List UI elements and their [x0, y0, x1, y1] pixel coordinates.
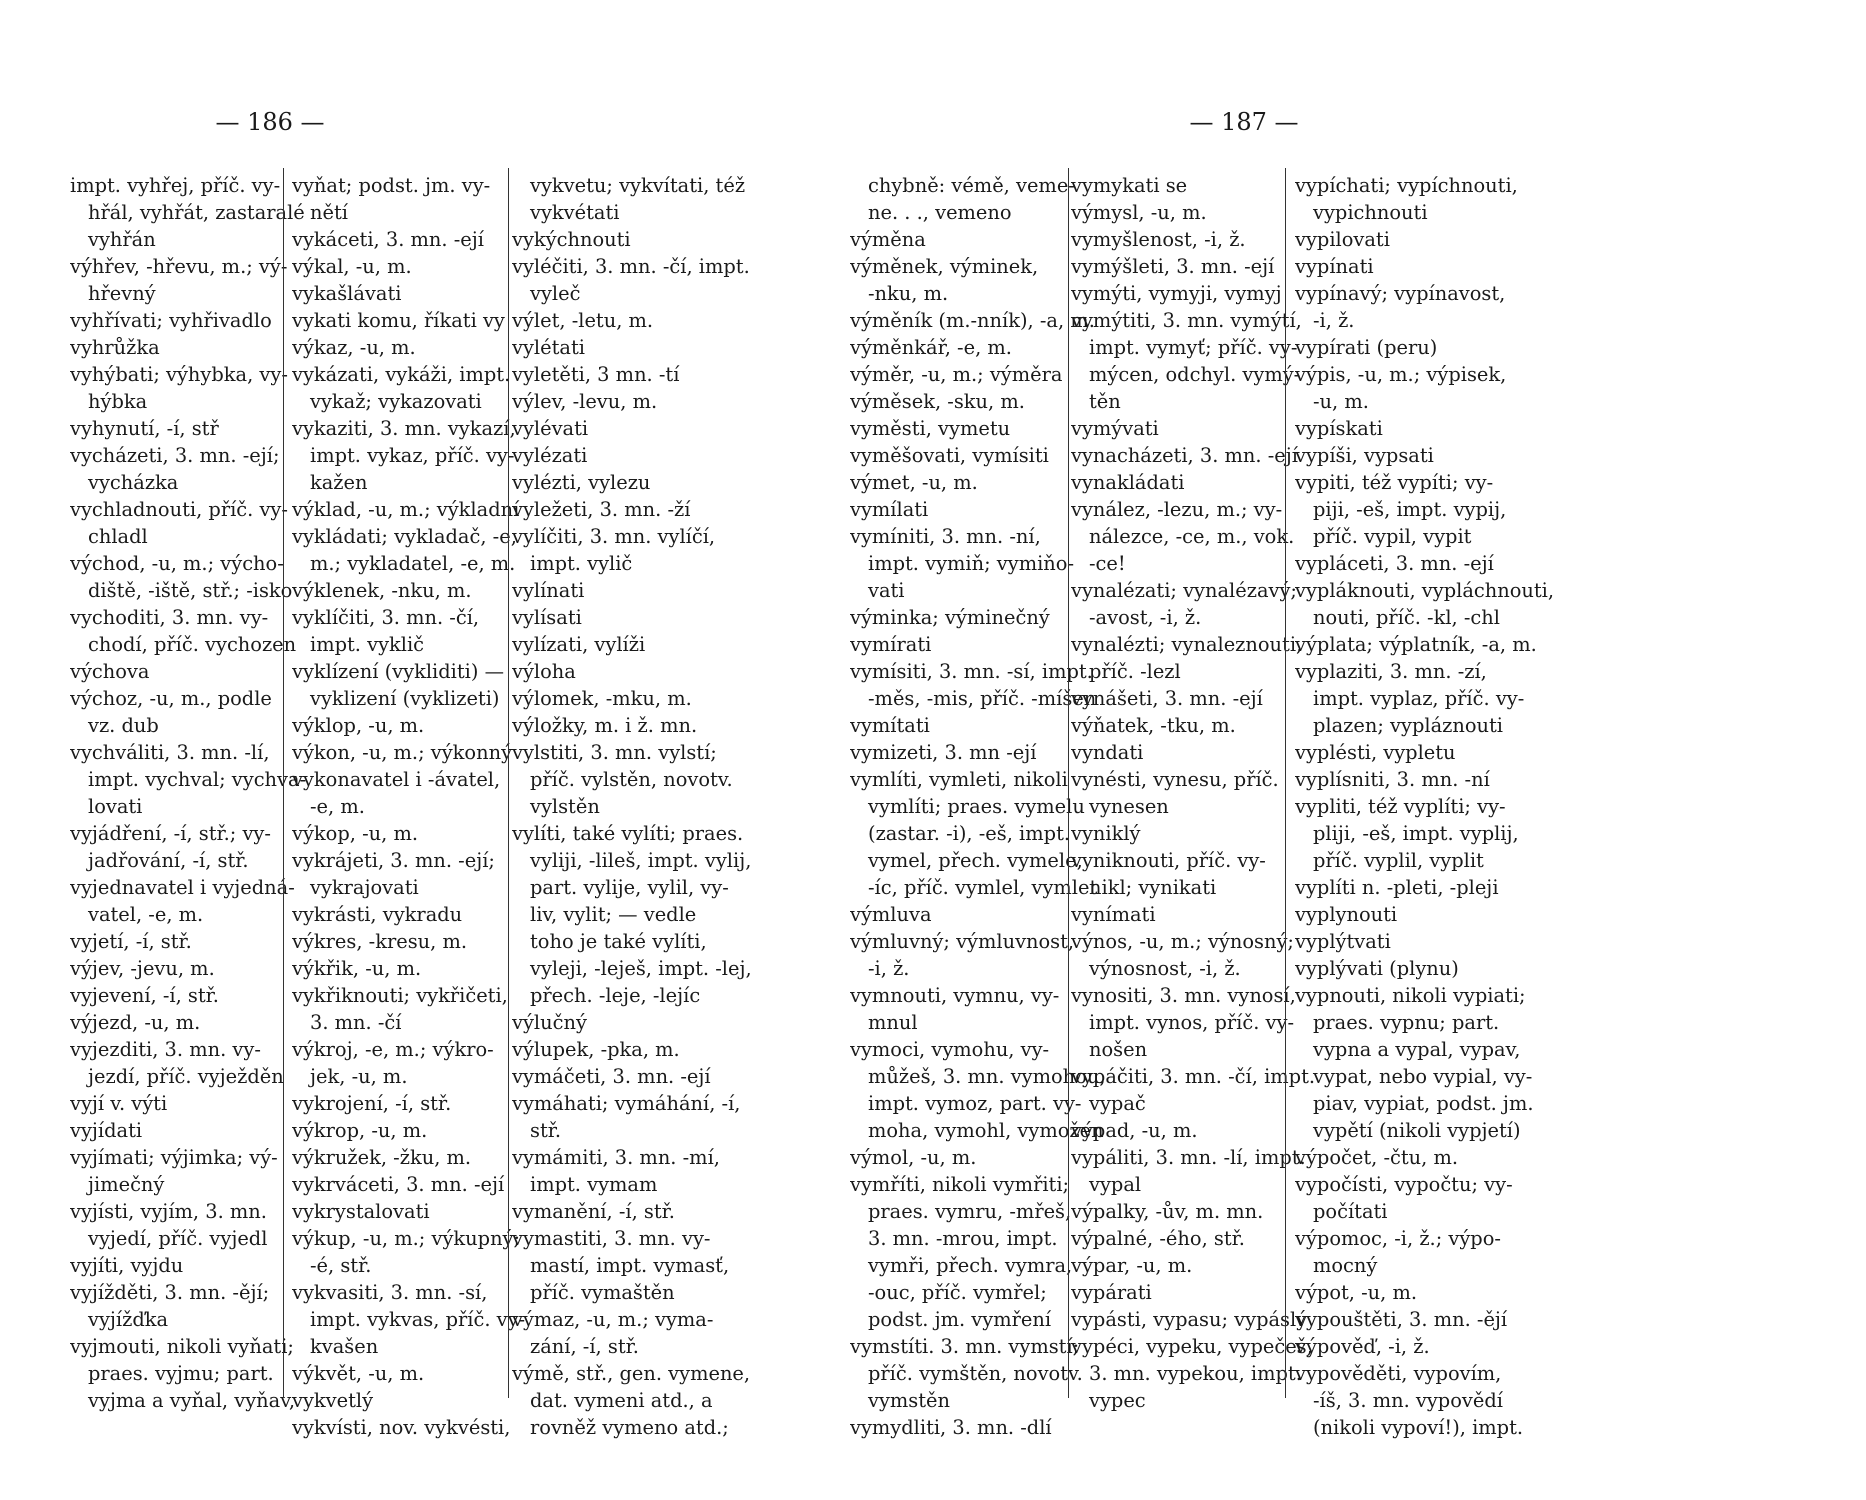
- entry-line: -íš, 3. mn. vypovědí: [1313, 1389, 1503, 1412]
- entry-line: -u, m.: [1313, 390, 1369, 413]
- entry-line: vz. dub: [88, 714, 159, 737]
- entry-line: vylízati, vylíži: [512, 633, 646, 656]
- entry-line: mnul: [868, 1011, 918, 1034]
- entry-line: výpalné, -ého, stř.: [1071, 1227, 1245, 1250]
- entry-line: výmluvný; výmluvnost,: [850, 930, 1075, 953]
- entry-line: vypíši, vypsati: [1295, 444, 1434, 467]
- entry-line: vypač: [1089, 1092, 1146, 1115]
- entry-line: výhřev, -hřevu, m.; vý-: [70, 255, 288, 278]
- entry-line: výminka; výminečný: [850, 606, 1050, 629]
- entry-line: vymírati: [850, 633, 932, 656]
- entry-line: příč. vyplil, vyplit: [1313, 849, 1484, 872]
- entry-line: vylíti, také vylíti; praes.: [512, 822, 744, 845]
- entry-line: vyjedí, příč. vyjedl: [88, 1227, 268, 1250]
- entry-line: příč. vymštěn, novotv.: [868, 1362, 1083, 1385]
- entry-line: vypárati: [1071, 1281, 1152, 1304]
- entry-line: vymydliti, 3. mn. -dlí: [850, 1416, 1052, 1439]
- page-187: [850, 0, 1866, 1500]
- entry-line: -nku, m.: [868, 282, 949, 305]
- entry-line: vycházka: [88, 471, 179, 494]
- entry-line: praes. vypnu; part.: [1313, 1011, 1500, 1034]
- entry-line: vyhynutí, -í, stř: [70, 417, 219, 440]
- entry-line: vymáčeti, 3. mn. -ejí: [512, 1065, 711, 1088]
- entry-line: vyjetí, -í, stř.: [70, 930, 192, 953]
- entry-line: lovati: [88, 795, 143, 818]
- entry-line: vyklizení (vyklizeti): [310, 687, 500, 710]
- entry-line: impt. vymoz, part. vy-: [868, 1092, 1082, 1115]
- entry-line: vychváliti, 3. mn. -lí,: [70, 741, 270, 764]
- entry-line: jimečný: [88, 1173, 165, 1196]
- entry-line: počítati: [1313, 1200, 1388, 1223]
- entry-line: výmet, -u, m.: [850, 471, 978, 494]
- entry-line: vykvétati: [530, 201, 620, 224]
- column-3: [1295, 172, 1554, 1441]
- entry-line: vynalézati; vynalézavý;: [1071, 579, 1297, 602]
- entry-line: impt. vynos, příč. vy-: [1089, 1011, 1295, 1034]
- entry-line: výkres, -kresu, m.: [292, 930, 468, 953]
- entry-line: výjezd, -u, m.: [70, 1011, 201, 1034]
- entry-line: m.; vykladatel, -e, m.: [310, 552, 516, 575]
- entry-line: vypat, nebo vypial, vy-: [1313, 1065, 1533, 1088]
- entry-line: vypískati: [1295, 417, 1383, 440]
- entry-line: vyleč: [530, 282, 581, 305]
- entry-line: vymámiti, 3. mn. -mí,: [512, 1146, 720, 1169]
- entry-line: vyjížďka: [88, 1308, 169, 1331]
- entry-line: vykrásti, vykradu: [292, 903, 463, 926]
- entry-line: mocný: [1313, 1254, 1378, 1277]
- entry-line: vyjíti, vyjdu: [70, 1254, 184, 1277]
- entry-line: vymanění, -í, stř.: [512, 1200, 675, 1223]
- entry-line: 3. mn. -čí: [310, 1011, 402, 1034]
- entry-line: impt. vyplaz, příč. vy-: [1313, 687, 1525, 710]
- entry-line: vymlíti; praes. vymelu: [868, 795, 1085, 818]
- entry-line: vyjednavatel i vyjedná-: [70, 876, 295, 899]
- entry-line: vylétati: [512, 336, 585, 359]
- entry-line: vyhrůžka: [70, 336, 160, 359]
- entry-line: příč. -lezl: [1089, 660, 1181, 683]
- entry-line: vynacházeti, 3. mn. -ejí: [1071, 444, 1298, 467]
- entry-line: vyplýtvati: [1295, 930, 1391, 953]
- entry-line: výkrop, -u, m.: [292, 1119, 428, 1142]
- entry-line: vyjídati: [70, 1119, 143, 1142]
- entry-line: výkřik, -u, m.: [292, 957, 422, 980]
- entry-line: vati: [868, 579, 905, 602]
- entry-line: vyjezditi, 3. mn. vy-: [70, 1038, 261, 1061]
- entry-line: vyleji, -leješ, impt. -lej,: [530, 957, 752, 980]
- entry-line: výklad, -u, m.; výkladní: [292, 498, 520, 521]
- entry-line: výložky, m. i ž. mn.: [512, 714, 698, 737]
- entry-line: výnos, -u, m.; výnosný;: [1071, 930, 1294, 953]
- entry-line: vykonavatel i -ávatel,: [292, 768, 501, 791]
- entry-line: vyměšovati, vymísiti: [850, 444, 1049, 467]
- entry-line: vyniknouti, příč. vy-: [1071, 849, 1266, 872]
- entry-line: -é, stř.: [310, 1254, 372, 1277]
- entry-line: vymříti, nikoli vymřiti;: [850, 1173, 1070, 1196]
- entry-line: impt. vyhřej, příč. vy-: [70, 174, 281, 197]
- entry-line: impt. vymam: [530, 1173, 658, 1196]
- entry-line: výkon, -u, m.; výkonný: [292, 741, 513, 764]
- entry-line: 3. mn. vypekou, impt.: [1089, 1362, 1302, 1385]
- entry-line: vypínavý; vypínavost,: [1295, 282, 1506, 305]
- entry-line: vyliji, -lileš, impt. vylij,: [530, 849, 752, 872]
- entry-line: pliji, -eš, impt. vyplij,: [1313, 822, 1519, 845]
- entry-line: vylézti, vylezu: [512, 471, 651, 494]
- entry-line: vymlíti, vymleti, nikoli: [850, 768, 1068, 791]
- entry-line: hřál, vyhřát, zastaralé: [88, 201, 305, 224]
- column-divider: [1068, 168, 1069, 1398]
- entry-line: vypichnouti: [1313, 201, 1428, 224]
- entry-line: vyplésti, vypletu: [1295, 741, 1456, 764]
- entry-line: vykrystalovati: [292, 1200, 430, 1223]
- entry-line: vynášeti, 3. mn. -ejí: [1071, 687, 1263, 710]
- entry-line: výmě, stř., gen. vymene,: [512, 1362, 751, 1385]
- entry-line: vatel, -e, m.: [88, 903, 204, 926]
- entry-line: vyndati: [1071, 741, 1144, 764]
- entry-line: vynalézti; vynaleznouti,: [1071, 633, 1303, 656]
- entry-line: impt. vyklič: [310, 633, 425, 656]
- entry-line: výmysl, -u, m.: [1071, 201, 1207, 224]
- entry-line: výlupek, -pka, m.: [512, 1038, 680, 1061]
- entry-line: výklenek, -nku, m.: [292, 579, 472, 602]
- entry-line: výměr, -u, m.; výměra: [850, 363, 1063, 386]
- entry-line: vyležeti, 3. mn. -ží: [512, 498, 691, 521]
- entry-line: vykrajovati: [310, 876, 419, 899]
- entry-line: můžeš, 3. mn. vymohou,: [868, 1065, 1106, 1088]
- entry-line: vyjímati; výjimka; vý-: [70, 1146, 278, 1169]
- entry-line: vylínati: [512, 579, 585, 602]
- entry-line: vyňat; podst. jm. vy-: [292, 174, 491, 197]
- entry-line: jadřování, -í, stř.: [88, 849, 249, 872]
- entry-line: vyhřán: [88, 228, 156, 251]
- entry-line: vycházeti, 3. mn. -ejí;: [70, 444, 280, 467]
- entry-line: vypásti, vypasu; vypáslý: [1071, 1308, 1308, 1331]
- entry-line: vykvísti, nov. vykvésti,: [292, 1416, 511, 1439]
- entry-line: vykvetlý: [292, 1389, 374, 1412]
- column-divider: [283, 168, 284, 1398]
- entry-line: vylíčiti, 3. mn. vylíčí,: [512, 525, 716, 548]
- entry-line: výnosnost, -i, ž.: [1089, 957, 1241, 980]
- entry-line: vymastiti, 3. mn. vy-: [512, 1227, 711, 1250]
- entry-line: kažen: [310, 471, 368, 494]
- entry-line: toho je také vylíti,: [530, 930, 707, 953]
- entry-line: výměnek, výminek,: [850, 255, 1039, 278]
- entry-line: (zastar. -i), -eš, impt.: [868, 822, 1071, 845]
- column-divider: [1285, 168, 1286, 1398]
- entry-line: výmol, -u, m.: [850, 1146, 977, 1169]
- entry-line: vyplísniti, 3. mn. -ní: [1295, 768, 1490, 791]
- entry-line: -ce!: [1089, 552, 1126, 575]
- entry-line: impt. vykvas, příč. vy-: [310, 1308, 526, 1331]
- entry-line: výpar, -u, m.: [1071, 1254, 1193, 1277]
- entry-line: praes. vyjmu; part.: [88, 1362, 274, 1385]
- entry-line: výňatek, -tku, m.: [1071, 714, 1236, 737]
- entry-line: vyplynouti: [1295, 903, 1398, 926]
- entry-line: (nikoli vypoví!), impt.: [1313, 1416, 1524, 1439]
- entry-line: vyjmouti, nikoli vyňati;: [70, 1335, 294, 1358]
- entry-line: vypilovati: [1295, 228, 1390, 251]
- entry-line: vylstěn: [530, 795, 600, 818]
- entry-line: vyměsti, vymetu: [850, 417, 1011, 440]
- entry-line: vyhýbati; výhybka, vy-: [70, 363, 288, 386]
- entry-line: vymývati: [1071, 417, 1159, 440]
- entry-line: vyjí v. výti: [70, 1092, 168, 1115]
- entry-line: piav, vypiat, podst. jm.: [1313, 1092, 1534, 1115]
- column-1: [70, 172, 306, 1414]
- entry-line: vymáhati; vymáhání, -í,: [512, 1092, 741, 1115]
- entry-line: impt. vymyť; příč. vy-: [1089, 336, 1298, 359]
- entry-line: vykaž; vykazovati: [310, 390, 482, 413]
- column-2: [1071, 172, 1315, 1414]
- entry-line: vynakládati: [1071, 471, 1185, 494]
- entry-line: vypírati (peru): [1295, 336, 1438, 359]
- entry-line: výpad, -u, m.: [1071, 1119, 1198, 1142]
- entry-line: vypnouti, nikoli vypiati;: [1295, 984, 1526, 1007]
- entry-line: rovněž vymeno atd.;: [530, 1416, 729, 1439]
- entry-line: vyjádření, -í, stř.; vy-: [70, 822, 271, 845]
- entry-line: vychladnouti, příč. vy-: [70, 498, 288, 521]
- entry-line: vylísati: [512, 606, 582, 629]
- entry-line: vypec: [1089, 1389, 1146, 1412]
- entry-line: přech. -leje, -lejíc: [530, 984, 701, 1007]
- entry-line: piji, -eš, impt. vypij,: [1313, 498, 1507, 521]
- entry-line: hýbka: [88, 390, 148, 413]
- entry-line: vypouštěti, 3. mn. -ějí: [1295, 1308, 1508, 1331]
- entry-line: vyléčiti, 3. mn. -čí, impt.: [512, 255, 750, 278]
- entry-line: vypáčiti, 3. mn. -čí, impt.: [1071, 1065, 1316, 1088]
- entry-line: výmluva: [850, 903, 932, 926]
- entry-line: vypláceti, 3. mn. -ejí: [1295, 552, 1494, 575]
- entry-line: vyklízení (vykliditi) —: [292, 660, 504, 683]
- entry-line: výkružek, -žku, m.: [292, 1146, 472, 1169]
- entry-line: vylévati: [512, 417, 589, 440]
- entry-line: vykázati, vykáži, impt.: [292, 363, 511, 386]
- entry-line: vykati komu, říkati vy: [292, 309, 505, 332]
- entry-line: vypal: [1089, 1173, 1142, 1196]
- entry-line: vymýtiti, 3. mn. vymýtí,: [1071, 309, 1302, 332]
- entry-line: vylstiti, 3. mn. vylstí;: [512, 741, 717, 764]
- entry-line: vyjížděti, 3. mn. -ějí;: [70, 1281, 270, 1304]
- entry-line: dat. vymeni atd., a: [530, 1389, 713, 1412]
- entry-line: diště, -iště, stř.; -isko: [88, 579, 293, 602]
- entry-line: -e, m.: [310, 795, 365, 818]
- entry-line: vypáliti, 3. mn. -lí, impt.: [1071, 1146, 1306, 1169]
- entry-line: vymísiti, 3. mn. -sí, impt.: [850, 660, 1093, 683]
- entry-line: -i, ž.: [868, 957, 910, 980]
- entry-line: výmaz, -u, m.; vyma-: [512, 1308, 714, 1331]
- entry-line: nouti, příč. -kl, -chl: [1313, 606, 1500, 629]
- entry-line: mastí, impt. vymasť,: [530, 1254, 730, 1277]
- entry-line: vymstěn: [868, 1389, 951, 1412]
- entry-line: výpomoc, -i, ž.; výpo-: [1295, 1227, 1501, 1250]
- entry-line: impt. vychval; vychva-: [88, 768, 307, 791]
- entry-line: jezdí, příč. vyježděn: [88, 1065, 284, 1088]
- entry-line: vykýchnouti: [512, 228, 631, 251]
- column-2: [292, 172, 525, 1441]
- entry-line: podst. jm. vymření: [868, 1308, 1052, 1331]
- entry-line: vymílati: [850, 498, 929, 521]
- entry-line: vypětí (nikoli vypjetí): [1313, 1119, 1521, 1142]
- entry-line: příč. vylstěn, novotv.: [530, 768, 733, 791]
- entry-line: vyjevení, -í, stř.: [70, 984, 219, 1007]
- entry-line: vykrájeti, 3. mn. -ejí;: [292, 849, 495, 872]
- entry-line: -ouc, příč. vymřel;: [868, 1281, 1047, 1304]
- entry-line: vymíniti, 3. mn. -ní,: [850, 525, 1041, 548]
- entry-line: kvašen: [310, 1335, 379, 1358]
- entry-line: výlet, -letu, m.: [512, 309, 654, 332]
- entry-line: výkaz, -u, m.: [292, 336, 416, 359]
- entry-line: výklop, -u, m.: [292, 714, 425, 737]
- entry-line: vymři, přech. vymra,: [868, 1254, 1073, 1277]
- entry-line: chodí, příč. vychozen: [88, 633, 297, 656]
- entry-line: vypna a vypal, vypav,: [1313, 1038, 1521, 1061]
- entry-line: vymel, přech. vymele,: [868, 849, 1083, 872]
- entry-line: hřevný: [88, 282, 156, 305]
- entry-line: výchova: [70, 660, 150, 683]
- entry-line: part. vylije, vylil, vy-: [530, 876, 729, 899]
- page-number: — 186 —: [215, 108, 325, 136]
- column-3: [512, 172, 752, 1441]
- entry-line: vykřiknouti; vykřičeti,: [292, 984, 508, 1007]
- entry-line: vymýti, vymyji, vymyj: [1071, 282, 1282, 305]
- entry-line: moha, vymohl, vymožen: [868, 1119, 1104, 1142]
- entry-line: vypočísti, vypočtu; vy-: [1295, 1173, 1513, 1196]
- entry-line: liv, vylit; — vedle: [530, 903, 697, 926]
- entry-line: jek, -u, m.: [310, 1065, 408, 1088]
- entry-line: nikl; vynikati: [1089, 876, 1217, 899]
- entry-line: vymnouti, vymnu, vy-: [850, 984, 1060, 1007]
- entry-line: vyplíti n. -pleti, -pleji: [1295, 876, 1499, 899]
- entry-line: vypláknouti, vypláchnouti,: [1295, 579, 1555, 602]
- entry-line: výkal, -u, m.: [292, 255, 412, 278]
- entry-line: výpalky, -ův, m. mn.: [1071, 1200, 1264, 1223]
- entry-line: vykáceti, 3. mn. -ejí: [292, 228, 484, 251]
- entry-line: výměnkář, -e, m.: [850, 336, 1012, 359]
- entry-line: výlev, -levu, m.: [512, 390, 658, 413]
- entry-line: výchoz, -u, m., podle: [70, 687, 272, 710]
- entry-line: vykládati; vykladač, -e,: [292, 525, 517, 548]
- entry-line: stř.: [530, 1119, 562, 1142]
- entry-line: vynesen: [1089, 795, 1169, 818]
- entry-line: výpočet, -čtu, m.: [1295, 1146, 1459, 1169]
- entry-line: vykvetu; vykvítati, též: [530, 174, 746, 197]
- entry-line: výkvět, -u, m.: [292, 1362, 425, 1385]
- entry-line: vypověděti, vypovím,: [1295, 1362, 1502, 1385]
- entry-line: nálezce, -ce, m., vok.: [1089, 525, 1295, 548]
- entry-line: těn: [1089, 390, 1121, 413]
- entry-line: -měs, -mis, příč. -míšen: [868, 687, 1097, 710]
- entry-line: vylézati: [512, 444, 588, 467]
- entry-line: vymizeti, 3. mn -ejí: [850, 741, 1037, 764]
- entry-line: vypéci, vypeku, vypečeš,: [1071, 1335, 1313, 1358]
- entry-line: mýcen, odchyl. vymý-: [1089, 363, 1301, 386]
- entry-line: vyletěti, 3 mn. -tí: [512, 363, 680, 386]
- entry-line: vypliti, též vyplíti; vy-: [1295, 795, 1506, 818]
- entry-line: vyjísti, vyjím, 3. mn.: [70, 1200, 267, 1223]
- entry-line: chladl: [88, 525, 148, 548]
- entry-line: vypínati: [1295, 255, 1374, 278]
- entry-line: vykašlávati: [292, 282, 402, 305]
- entry-line: vyjma a vyňal, vyňav,: [88, 1389, 296, 1412]
- entry-line: výkroj, -e, m.; výkro-: [292, 1038, 494, 1061]
- entry-line: výměna: [850, 228, 926, 251]
- entry-line: výlomek, -mku, m.: [512, 687, 692, 710]
- entry-line: východ, -u, m.; výcho-: [70, 552, 284, 575]
- entry-line: vyplývati (plynu): [1295, 957, 1459, 980]
- entry-line: plazen; vypláznouti: [1313, 714, 1503, 737]
- entry-line: výpověď, -i, ž.: [1295, 1335, 1430, 1358]
- entry-line: nošen: [1089, 1038, 1148, 1061]
- entry-line: vymykati se: [1071, 174, 1188, 197]
- entry-line: vyplaziti, 3. mn. -zí,: [1295, 660, 1487, 683]
- entry-line: výjev, -jevu, m.: [70, 957, 215, 980]
- column-divider: [508, 168, 509, 1398]
- entry-line: 3. mn. -mrou, impt.: [868, 1227, 1058, 1250]
- entry-line: vymýšleti, 3. mn. -ejí: [1071, 255, 1275, 278]
- entry-line: vynésti, vynesu, příč.: [1071, 768, 1279, 791]
- entry-line: vynález, -lezu, m.; vy-: [1071, 498, 1283, 521]
- entry-line: -avost, -i, ž.: [1089, 606, 1202, 629]
- entry-line: příč. vypil, vypit: [1313, 525, 1472, 548]
- entry-line: vyhřívati; vyhřivadlo: [70, 309, 272, 332]
- entry-line: vynímati: [1071, 903, 1156, 926]
- entry-line: výloha: [512, 660, 576, 683]
- entry-line: vypiti, též vypíti; vy-: [1295, 471, 1494, 494]
- entry-line: -i, ž.: [1313, 309, 1355, 332]
- entry-line: vynositi, 3. mn. vynosí,: [1071, 984, 1296, 1007]
- entry-line: zání, -í, stř.: [530, 1335, 639, 1358]
- entry-line: vymstíti. 3. mn. vymstí;: [850, 1335, 1080, 1358]
- entry-line: příč. vymaštěn: [530, 1281, 675, 1304]
- entry-line: impt. vymiň; vymiňo-: [868, 552, 1075, 575]
- entry-line: vymítati: [850, 714, 930, 737]
- entry-line: výkop, -u, m.: [292, 822, 418, 845]
- entry-line: výměsek, -sku, m.: [850, 390, 1025, 413]
- entry-line: impt. vylič: [530, 552, 633, 575]
- entry-line: výplata; výplatník, -a, m.: [1295, 633, 1537, 656]
- entry-line: ne. . ., vemeno: [868, 201, 1012, 224]
- entry-line: vykrváceti, 3. mn. -ejí: [292, 1173, 505, 1196]
- entry-line: vyniklý: [1071, 822, 1141, 845]
- entry-line: vymoci, vymohu, vy-: [850, 1038, 1050, 1061]
- entry-line: chybně: vémě, veme-: [868, 174, 1075, 197]
- entry-line: vykrojení, -í, stř.: [292, 1092, 452, 1115]
- entry-line: vyklíčiti, 3. mn. -čí,: [292, 606, 480, 629]
- entry-line: vykaziti, 3. mn. vykazí,: [292, 417, 516, 440]
- entry-line: výpot, -u, m.: [1295, 1281, 1418, 1304]
- entry-line: výměník (m.-nník), -a, m.: [850, 309, 1095, 332]
- entry-line: výpis, -u, m.; výpisek,: [1295, 363, 1507, 386]
- entry-line: vymyšlenost, -i, ž.: [1071, 228, 1246, 251]
- entry-line: výlučný: [512, 1011, 587, 1034]
- entry-line: vykvasiti, 3. mn. -sí,: [292, 1281, 488, 1304]
- entry-line: nětí: [310, 201, 348, 224]
- entry-line: výkup, -u, m.; výkupný;: [292, 1227, 521, 1250]
- entry-line: impt. vykaz, příč. vy-: [310, 444, 515, 467]
- entry-line: vypíchati; vypíchnouti,: [1295, 174, 1518, 197]
- entry-line: vychoditi, 3. mn. vy-: [70, 606, 269, 629]
- entry-line: -íc, příč. vymlel, vymlet: [868, 876, 1098, 899]
- page-number: — 187 —: [1189, 108, 1299, 136]
- entry-line: praes. vymru, -mřeš,: [868, 1200, 1072, 1223]
